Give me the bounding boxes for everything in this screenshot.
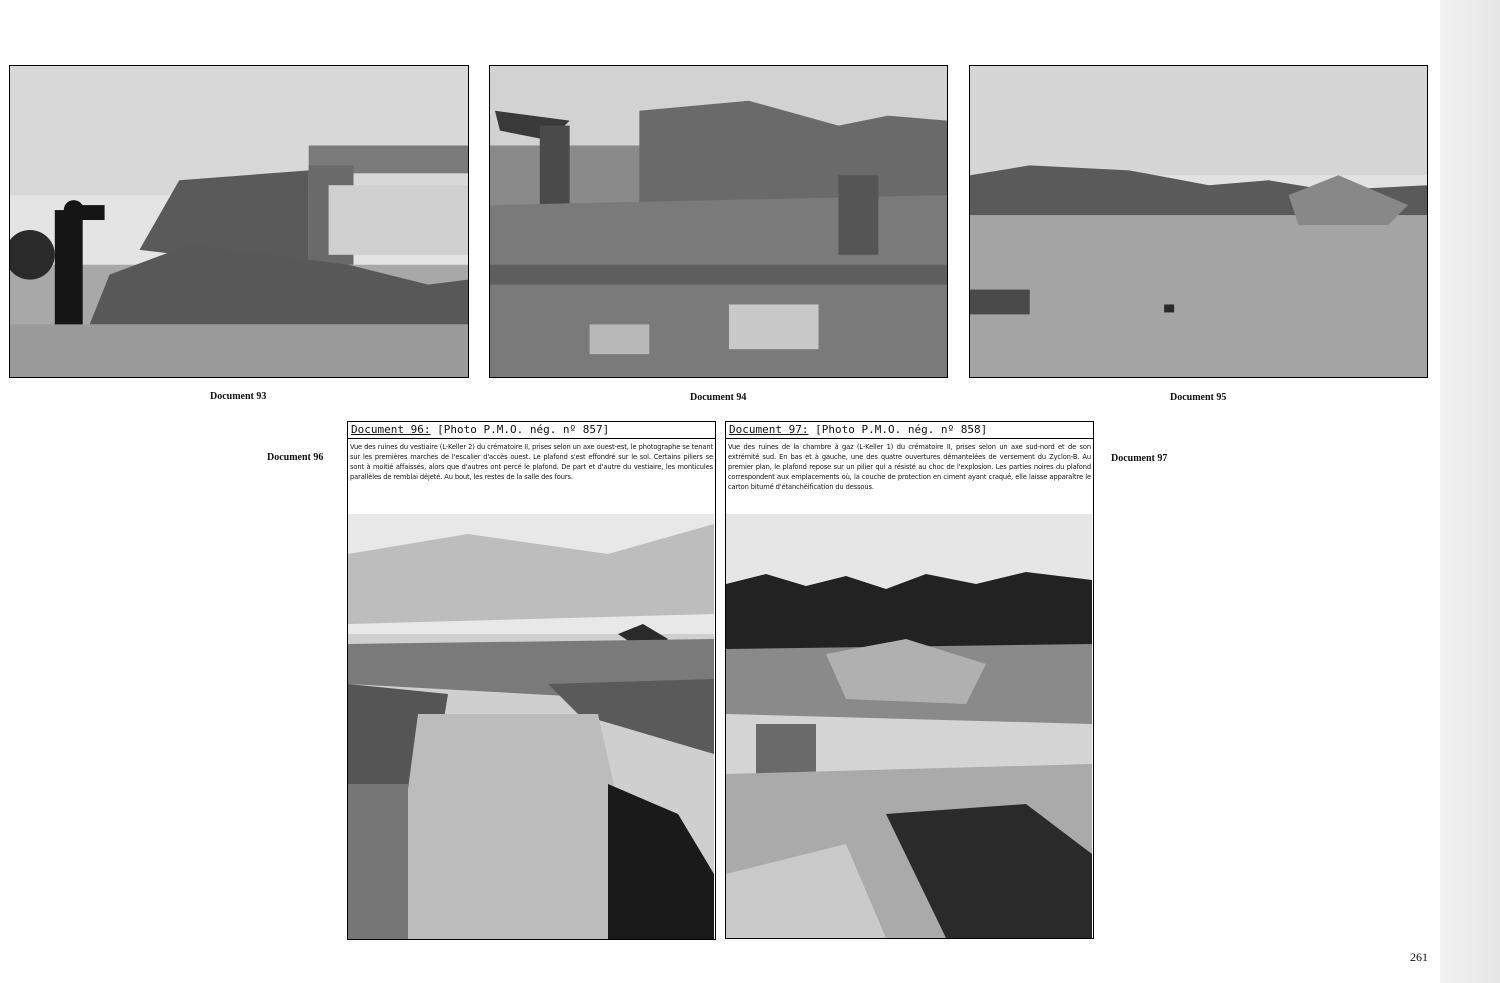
document-95-label: Document 95 <box>1170 392 1227 403</box>
document-97-label: Document 97 <box>1111 453 1168 464</box>
caption-96-photo-ref: [Photo P.M.O. nég. nº 857] <box>430 423 610 436</box>
caption-97-text: Vue des ruines de la chambre à gaz (L-Keller 1) du crématoire II, prises selon un axe sud-nord et de son extrémité sud. En bas et à gauche, une des quatre ouvertures démantelées de versement du Zyclon-B. Au premier plan, le plafond repose sur un pilier qui a résisté au choc de l'explosion. Les parties noires du plafond correspondent aux emplacements où, la couche de protection en ciment ayant craqué, elle laisse apparaître le carton bitumé d'étanchéification du dessous. <box>728 442 1091 491</box>
caption-document-96 <box>347 421 716 940</box>
photo-document-97 <box>726 514 1092 938</box>
page-number: 261 <box>1410 950 1428 964</box>
caption-document-97 <box>725 421 1094 939</box>
caption-97-title <box>726 422 1093 439</box>
caption-97-photo-ref: [Photo P.M.O. nég. nº 858] <box>808 423 988 436</box>
caption-96-text: Vue des ruines du vestiaire (L-Keller 2) du crématoire II, prises selon un axe ouest-est, le photographe se tenant sur les premières marches de l'escalier d'accès ouest. Le plafond s'est effondré sur le sol. Certains piliers se sont à moitié affaissés, alors que d'autres ont percé le plafond. De part et d'autre du vestiaire, les monticules parallèles de remblai déjeté. Au bout, les restes de la salle des fours. <box>350 442 713 481</box>
photo-document-96 <box>348 514 714 939</box>
document-93-label: Document 93 <box>210 391 267 402</box>
caption-96-title <box>348 422 715 439</box>
document-94-label: Document 94 <box>690 392 747 403</box>
document-96-label: Document 96 <box>267 452 324 463</box>
photo-document-95 <box>969 65 1428 378</box>
page-edge-shade <box>1440 0 1500 983</box>
caption-96-ref: Document 96: <box>351 423 431 436</box>
photo-document-93 <box>9 65 469 378</box>
caption-97-ref: Document 97: <box>729 423 809 436</box>
photo-document-94 <box>489 65 948 378</box>
